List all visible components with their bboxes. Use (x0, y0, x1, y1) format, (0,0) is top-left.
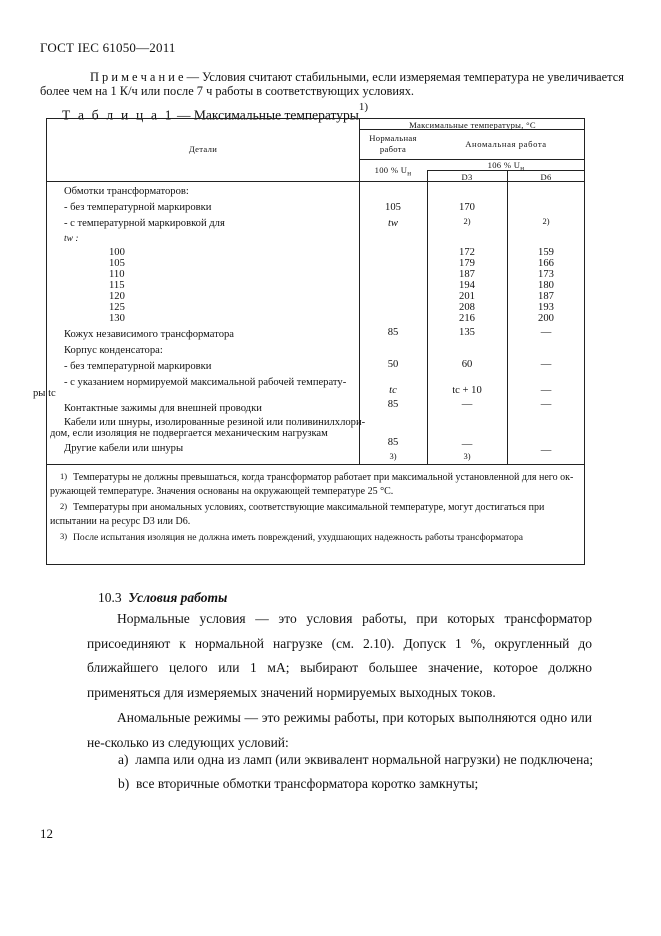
header-normal-voltage-text: 100 % U (374, 165, 408, 175)
temperature-table (33, 118, 585, 565)
paragraph-abnormal-modes: Аномальные режимы — это режимы работы, при которых выполняются одно или не-сколько из следующих условий: (87, 710, 592, 750)
row-label: 110 (109, 269, 125, 280)
table-caption-footnote-mark: 1) (358, 101, 368, 113)
row-label: - без температурной маркировки (64, 202, 212, 213)
note-paragraph: П р и м е ч а н и е — Условия считают стабильными, если измеряемая температура не увеличивается более чем на 1 К/ч или после 7 ч работы в соответствующих условиях. (40, 70, 624, 98)
header-d3: D3 (461, 172, 473, 182)
row-normal: tw (387, 218, 398, 229)
list-text: все вторичные обмотки трансформатора коротко замкнуты; (136, 776, 479, 791)
table-caption-prefix: Т а б л и ц а 1 (62, 107, 174, 123)
list-item (118, 752, 593, 768)
footnote-text: ружающей температуре. Значения основаны на окружающей температуре 25 °C. (50, 486, 394, 497)
footnote-text: Температуры при аномальных условиях, соответствующие максимальной температуре, могут достигаться при (73, 502, 545, 513)
row-d6: 173 (538, 269, 554, 280)
row-normal: 85 (387, 437, 399, 448)
header-normal-operation: Нормальная работа (369, 133, 417, 154)
paragraph-normal-conditions: Нормальные условия — это условия работы, при которых трансформатор присоединяют к нормальной нагрузке (см. 2.10). Допуск 1 %, округленный до ближайшего целого или 1 мА; выбирают большее значение, которое должно применяться для измеряемых значений нормируемых выходных токов. (87, 611, 592, 700)
header-normal-voltage-sub: н (407, 169, 412, 178)
row-label: - с температурной маркировкой для (64, 218, 225, 229)
row-d3: — (461, 439, 473, 450)
row-normal: 85 (387, 399, 399, 410)
row-d3-footnote: 3) (463, 451, 471, 461)
list-marker: a) (118, 752, 129, 767)
row-label: 120 (109, 291, 125, 302)
page-number: 12 (40, 826, 53, 841)
row-d6: 159 (538, 247, 554, 258)
row-label: 130 (109, 313, 125, 324)
row-label-continued: ры tc (33, 388, 56, 399)
section-number: 10.3 (98, 590, 122, 605)
row-normal-footnote: 3) (389, 451, 397, 461)
row-d6: — (540, 399, 552, 410)
row-normal: 50 (387, 359, 399, 370)
list-marker: b) (118, 776, 130, 791)
row-d6-footnote: 2) (542, 216, 550, 226)
section-title: Условия работы (128, 590, 228, 605)
row-normal: 105 (385, 202, 401, 213)
row-d6: 200 (538, 313, 554, 324)
row-label: 125 (109, 302, 125, 313)
footnote-text: После испытания изоляция не должна иметь повреждений, ухудшающих надежность работы трансформатора (73, 532, 524, 543)
row-label: 115 (109, 280, 125, 291)
row-d6: — (540, 385, 552, 396)
list-text: лампа или одна из ламп (или эквивалент нормальной нагрузки) не подключена; (135, 752, 594, 767)
row-label: - без температурной маркировки (64, 361, 212, 372)
header-abnormal-operation: Аномальная работа (465, 139, 547, 149)
row-d3-footnote: 2) (463, 216, 471, 226)
row-d6: — (540, 445, 552, 456)
header-abnormal-voltage-sub: н (520, 164, 525, 173)
footnote-text: испытании на ресурс D3 или D6. (50, 516, 191, 527)
row-d6: 187 (538, 291, 554, 302)
header-max-temperatures: Максимальные температуры, °C (409, 120, 536, 130)
row-label: 105 (109, 258, 125, 269)
footnote-text: Температуры не должны превышаться, когда трансформатор работает при максимальной установленной для него ок- (73, 472, 574, 483)
row-label: Контактные зажимы для внешней проводки (64, 403, 262, 414)
table-caption-title: — Максимальные температуры (173, 107, 359, 123)
row-d3: 216 (459, 313, 475, 324)
header-normal-voltage (359, 164, 427, 180)
row-d3: 194 (459, 280, 475, 291)
footnote-mark: 2) (60, 501, 68, 511)
row-d3: 60 (461, 359, 473, 370)
row-d3: 170 (459, 202, 475, 213)
row-d3: 135 (459, 327, 475, 338)
row-d3: tc + 10 (452, 385, 482, 396)
row-d3: — (461, 399, 473, 410)
row-d6: 193 (538, 302, 554, 313)
row-d6: 180 (538, 280, 554, 291)
row-d3: 172 (459, 247, 475, 258)
row-d6: 166 (538, 258, 554, 269)
row-label: Кожух независимого трансформатора (64, 329, 234, 340)
header-abnormal-voltage-text: 106 % U (487, 160, 521, 170)
footnote-mark: 3) (60, 531, 68, 541)
row-label: Корпус конденсатора: (64, 345, 163, 356)
header-d6: D6 (540, 172, 552, 182)
header-details: Детали (188, 144, 218, 154)
row-label: Кабели или шнуры, изолированные резиной или поливинилхлори- (64, 417, 366, 428)
row-d3: 208 (459, 302, 475, 313)
row-label: tw : (64, 234, 79, 244)
row-d6: — (540, 327, 552, 338)
row-label: - с указанием нормируемой максимальной рабочей температу- (64, 377, 347, 388)
list-item (118, 776, 478, 792)
row-normal: 85 (387, 327, 399, 338)
footnote-mark: 1) (60, 471, 68, 481)
row-d3: 201 (459, 291, 475, 302)
section-heading (98, 590, 227, 606)
row-d3: 187 (459, 269, 475, 280)
row-label: Другие кабели или шнуры (64, 443, 184, 454)
row-label-continued: дом, если изоляция не подвергается механическим нагрузкам (50, 428, 328, 439)
row-d6: — (540, 359, 552, 370)
row-label: Обмотки трансформаторов: (64, 186, 189, 197)
row-d3: 179 (459, 258, 475, 269)
row-label: 100 (109, 247, 125, 258)
document-header: ГОСТ IEC 61050—2011 (40, 40, 176, 55)
row-normal: tc (389, 385, 397, 396)
